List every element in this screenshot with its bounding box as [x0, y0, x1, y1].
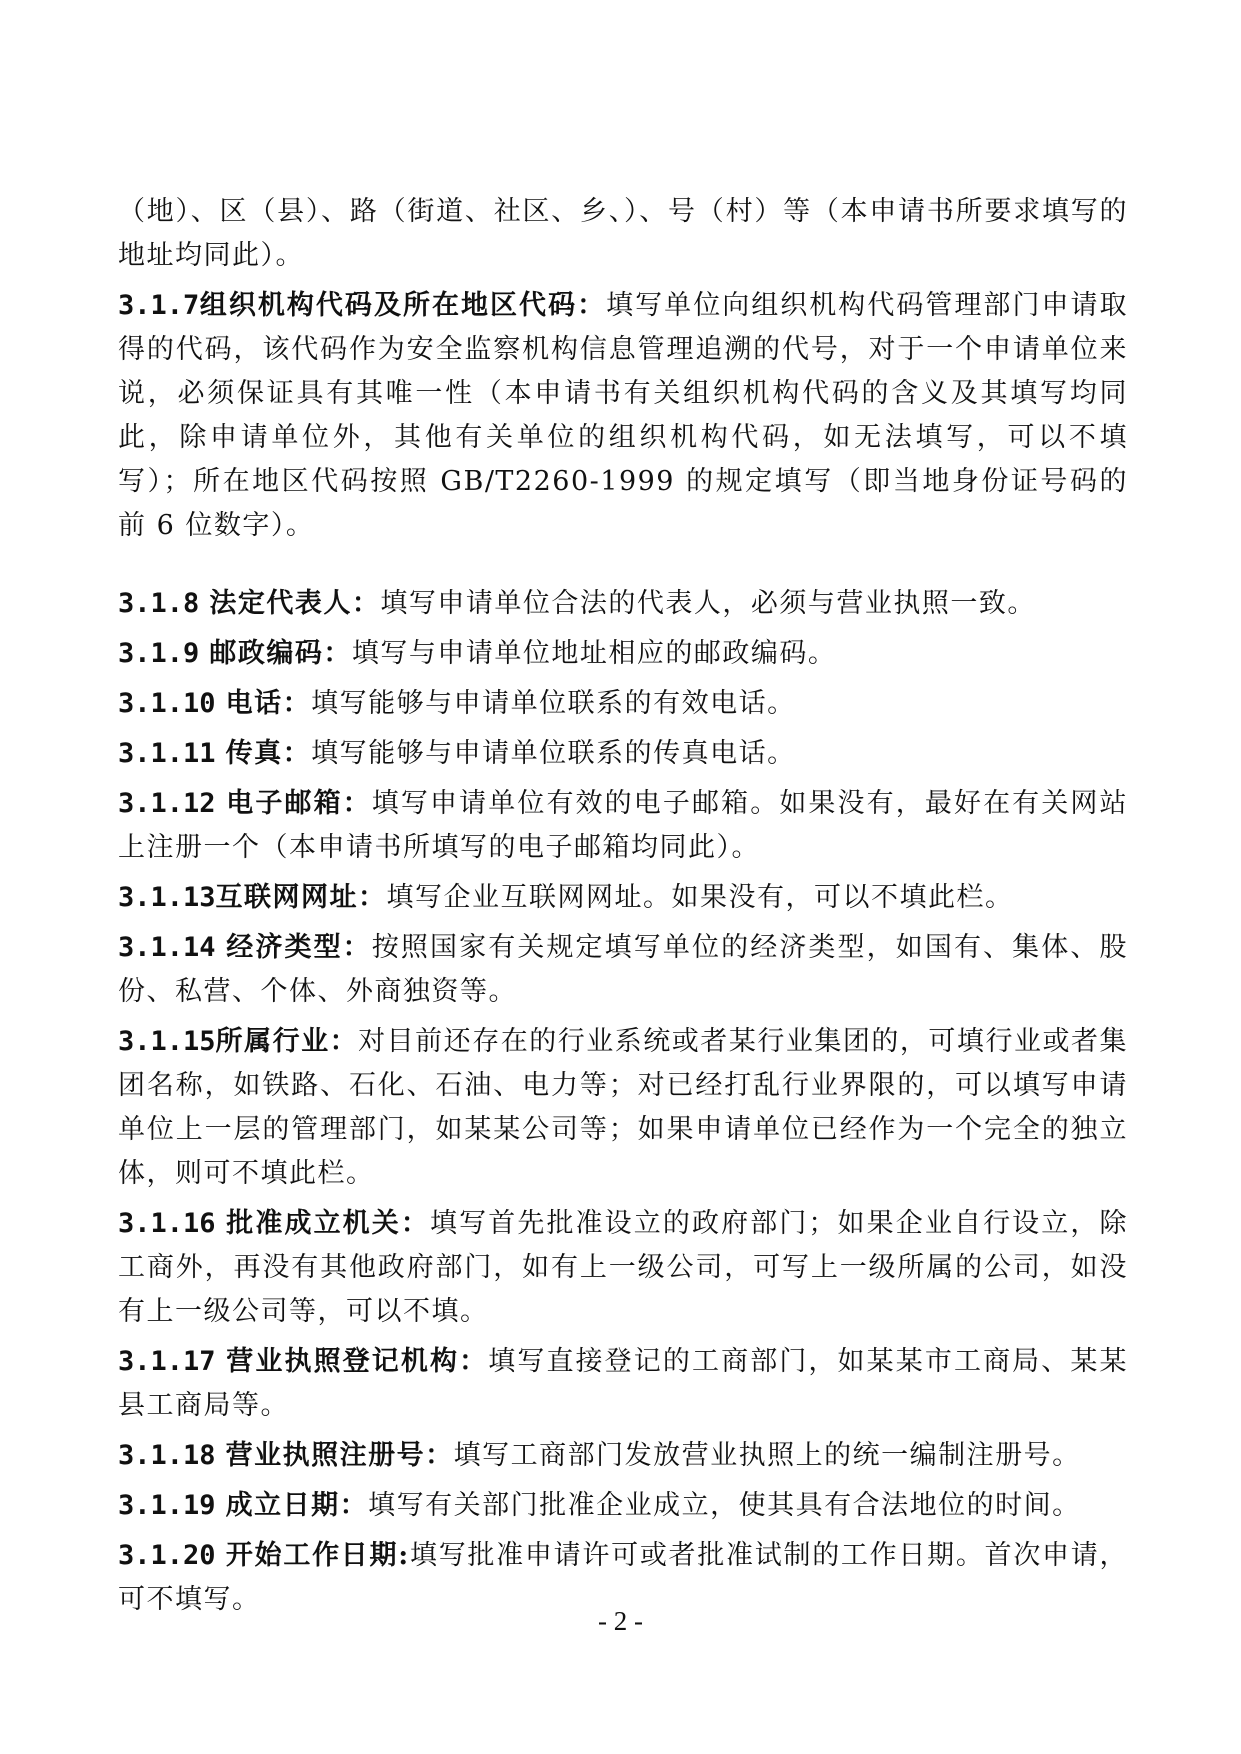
item-3-1-14 [118, 926, 1128, 1014]
item-number: 3.1.20 [118, 1540, 216, 1571]
item-description: 填写单位向组织机构代码管理部门申请取得的代码，该代码作为安全监察机构信息管理追溯的代号，对于一个申请单位来说，必须保证具有其唯一性（本申请书有关组织机构代码的含义及其填写均同此，除申请单位外，其他有关单位的组织机构代码，如无法填写，可以不填写）；所在地区代码按照 GB/T2260-1999 的规定填写（即当地身份证号码的前 6 位数字）。 [118, 290, 1129, 541]
item-3-1-7 [118, 284, 1128, 548]
item-term: 批准成立机关： [226, 1208, 431, 1239]
intro-text: （地）、区（县）、路（街道、社区、乡、）、号（村）等（本申请书所要求填写的地址均同此）。 [118, 196, 1128, 271]
item-3-1-8 [118, 582, 1128, 626]
item-3-1-10 [118, 682, 1128, 726]
item-3-1-17 [118, 1340, 1128, 1428]
item-description: 填写首先批准设立的政府部门；如果企业自行设立，除工商外，再没有其他政府部门，如有上一级公司，可写上一级所属的公司，如没有上一级公司等，可以不填。 [118, 1208, 1129, 1327]
item-3-1-13 [118, 876, 1128, 920]
item-number: 3.1.14 [118, 932, 216, 963]
item-3-1-16 [118, 1202, 1128, 1334]
item-description: 填写申请单位合法的代表人，必须与营业执照一致。 [380, 588, 1036, 619]
item-3-1-11 [118, 732, 1128, 776]
item-number: 3.1.7 [118, 290, 200, 321]
page-number: - 2 - [598, 1606, 643, 1636]
item-term: 法定代表人： [209, 588, 381, 619]
item-3-1-18 [118, 1434, 1128, 1478]
item-term: 开始工作日期: [225, 1540, 410, 1571]
item-description: 填写工商部门发放营业执照上的统一编制注册号。 [453, 1440, 1081, 1471]
item-number: 3.1.10 [118, 688, 216, 719]
item-3-1-19 [118, 1484, 1128, 1528]
item-term: 电子邮箱： [226, 788, 372, 819]
item-term: 互联网网址： [215, 882, 387, 913]
item-term: 所属行业： [215, 1026, 359, 1057]
item-term: 成立日期： [225, 1490, 369, 1521]
item-term: 邮政编码： [209, 638, 352, 669]
item-number: 3.1.16 [118, 1208, 216, 1239]
item-number: 3.1.17 [118, 1346, 216, 1377]
item-3-1-15 [118, 1020, 1128, 1196]
item-description: 填写与申请单位地址相应的邮政编码。 [351, 638, 837, 669]
item-term: 营业执照注册号： [225, 1440, 454, 1471]
item-description: 填写批准申请许可或者批准试制的工作日期。首次申请，可不填写。 [118, 1540, 1129, 1615]
item-description: 对目前还存在的行业系统或者某行业集团的，可填行业或者集团名称，如铁路、石化、石油、电力等；对已经打乱行业界限的，可以填写申请单位上一层的管理部门，如某某公司等；如果申请单位已经作为一个完全的独立体，则可不填此栏。 [118, 1026, 1129, 1189]
item-number: 3.1.9 [118, 638, 200, 669]
item-term: 传真： [225, 738, 312, 769]
item-3-1-12 [118, 782, 1128, 870]
item-number: 3.1.12 [118, 788, 216, 819]
item-3-1-9 [118, 632, 1128, 676]
item-description: 填写直接登记的工商部门，如某某市工商局、某某县工商局等。 [118, 1346, 1129, 1421]
item-description: 填写有关部门批准企业成立，使其具有合法地位的时间。 [368, 1490, 1081, 1521]
item-number: 3.1.18 [118, 1440, 216, 1471]
item-number: 3.1.8 [118, 588, 200, 619]
item-number: 3.1.13 [118, 882, 216, 913]
item-term: 电话： [225, 688, 312, 719]
item-description: 填写申请单位有效的电子邮箱。如果没有，最好在有关网站上注册一个（本申请书所填写的电子邮箱均同此）。 [118, 788, 1129, 863]
item-term: 经济类型： [226, 932, 372, 963]
item-term: 营业执照登记机构： [226, 1346, 489, 1377]
item-number: 3.1.15 [118, 1026, 216, 1057]
item-number: 3.1.19 [118, 1490, 216, 1521]
intro-paragraph [118, 190, 1128, 278]
item-number: 3.1.11 [118, 738, 216, 769]
item-term: 组织机构代码及所在地区代码： [199, 290, 607, 321]
item-description: 填写能够与申请单位联系的传真电话。 [311, 738, 796, 769]
item-description: 填写企业互联网网址。如果没有，可以不填此栏。 [386, 882, 1014, 913]
item-description: 按照国家有关规定填写单位的经济类型，如国有、集体、股份、私营、个体、外商独资等。 [118, 932, 1129, 1007]
item-description: 填写能够与申请单位联系的有效电话。 [311, 688, 796, 719]
document-body [118, 190, 1128, 1628]
